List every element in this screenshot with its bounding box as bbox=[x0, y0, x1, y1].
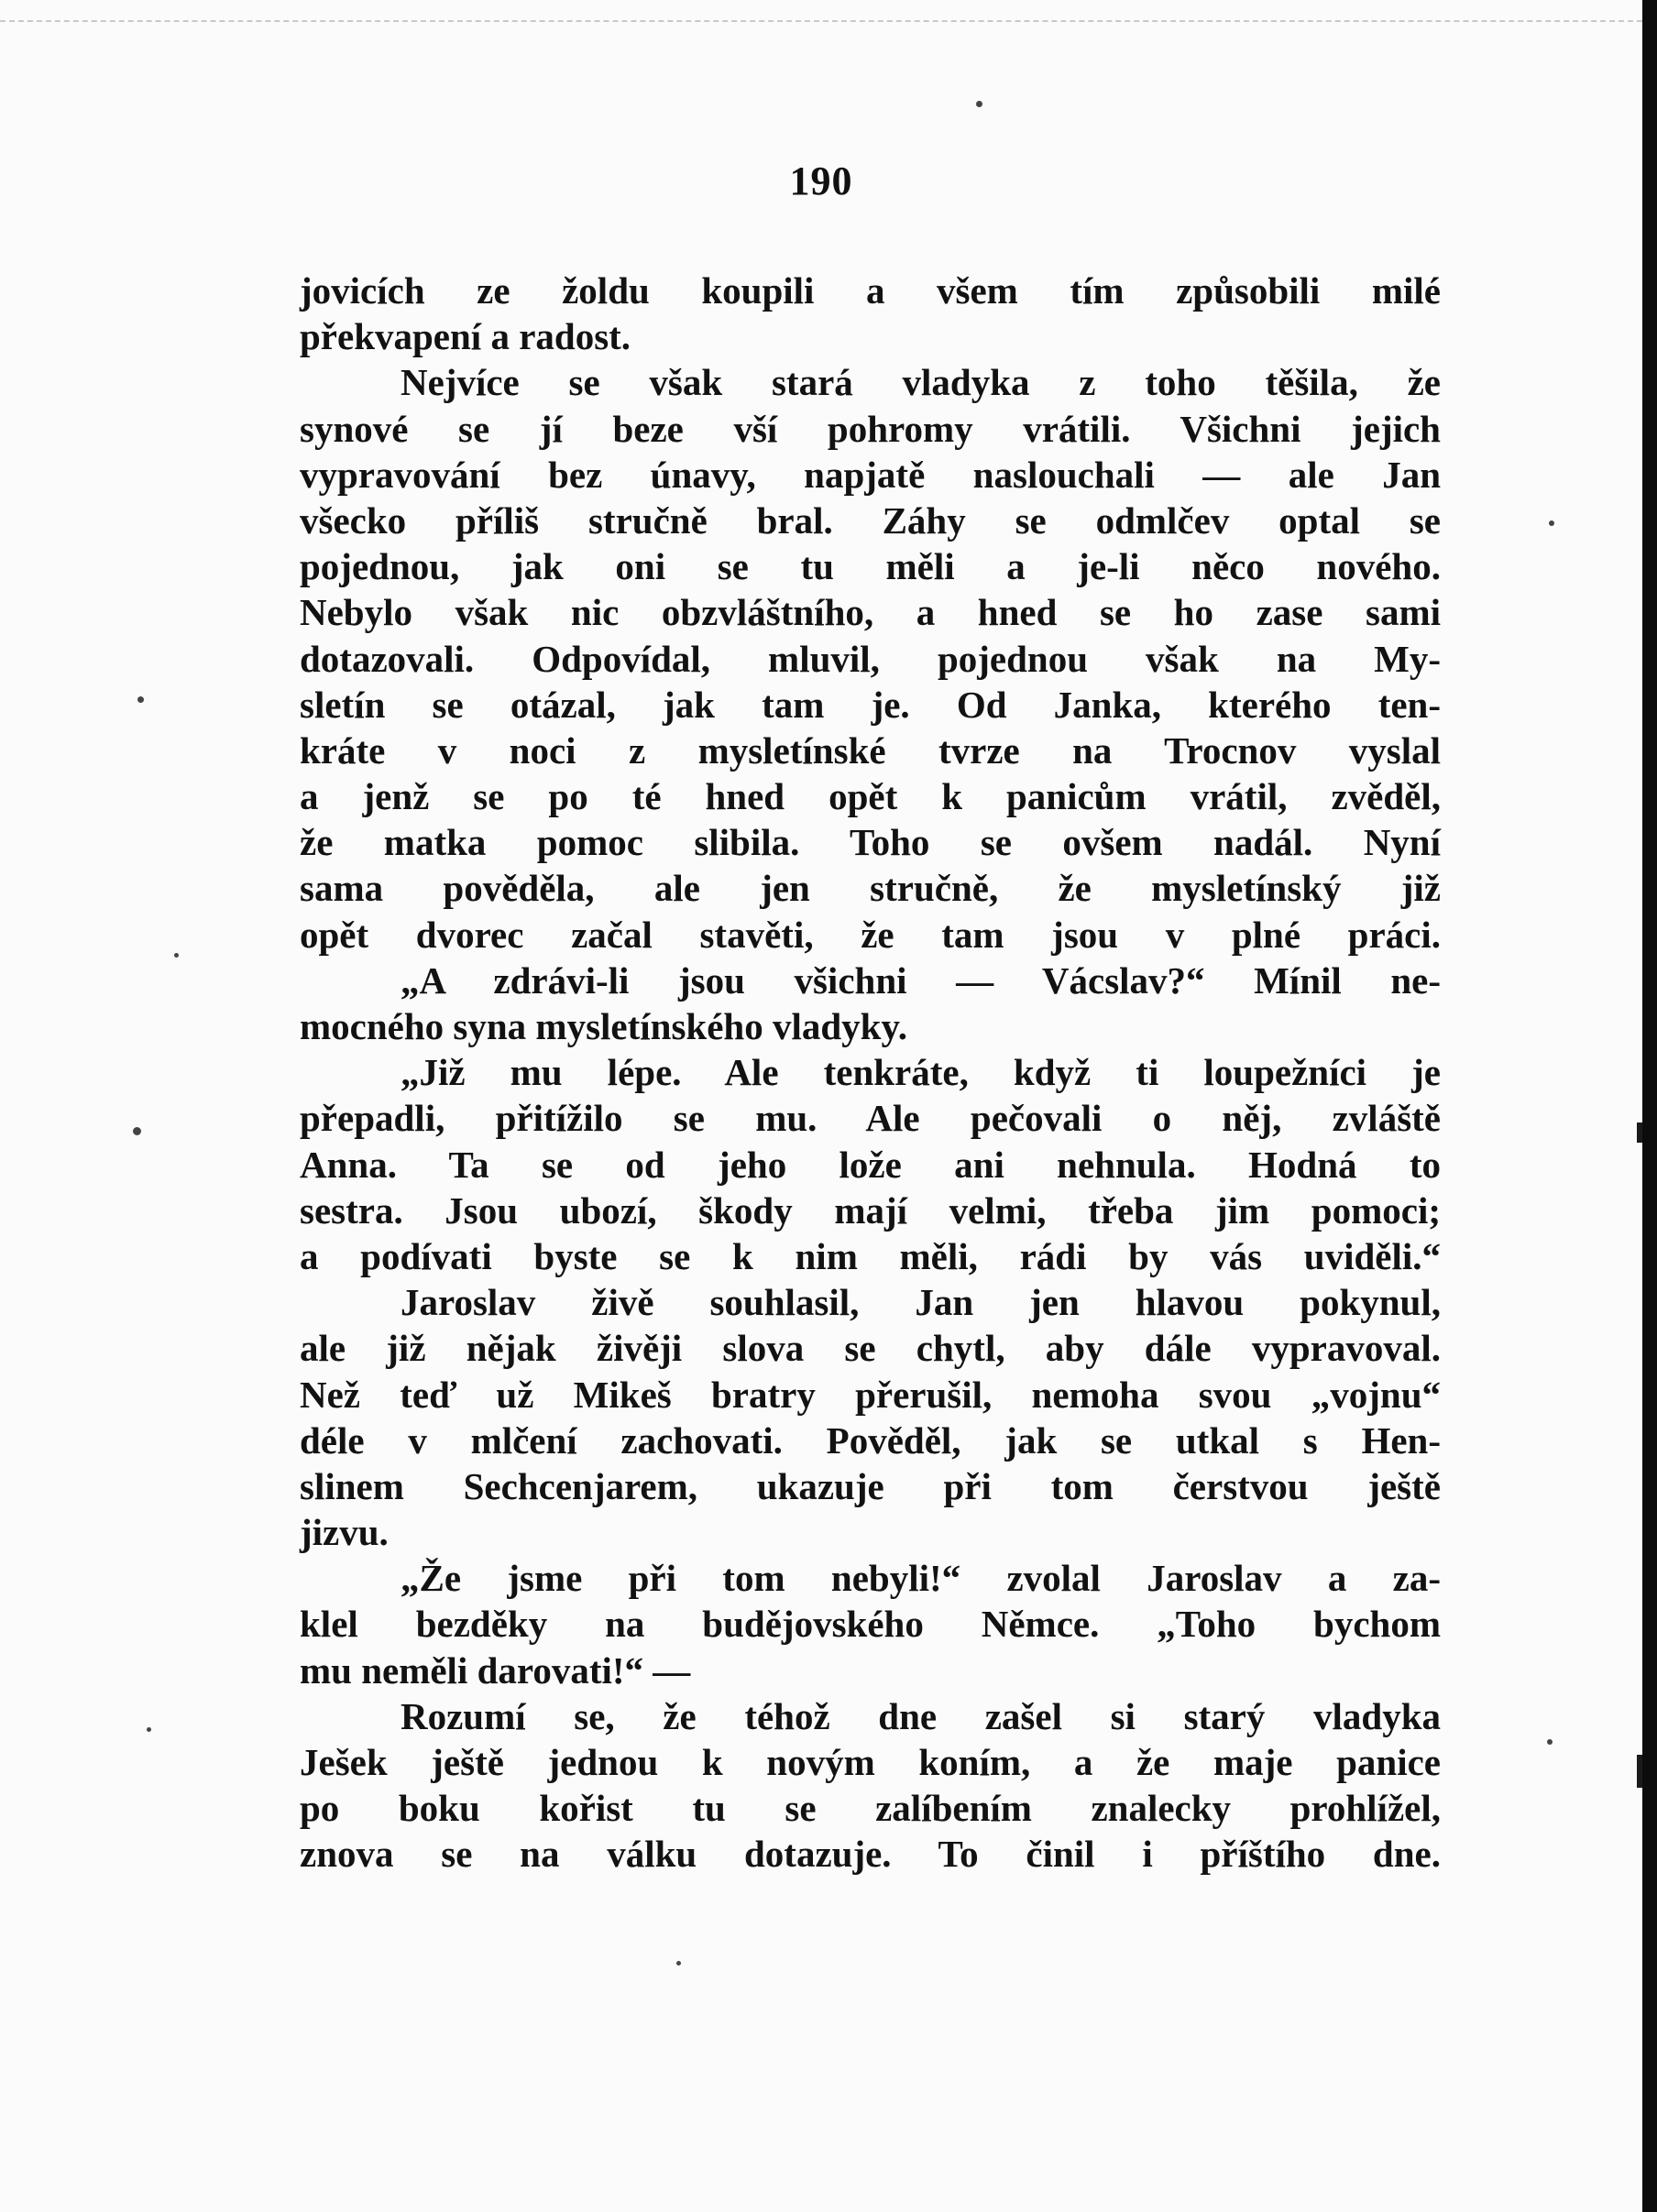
paragraph bbox=[300, 359, 1441, 957]
paragraph bbox=[300, 1049, 1441, 1279]
text-line: Nejvíce se však stará vladyka z toho těšila, že bbox=[401, 361, 1441, 404]
text-line: opět dvorec začal stavěti, že tam jsou v plné práci. bbox=[300, 913, 1441, 956]
scan-speck bbox=[137, 696, 144, 703]
paragraph bbox=[300, 268, 1441, 359]
text-line: sestra. Jsou ubozí, škody mají velmi, třeba jim pomoci; bbox=[300, 1188, 1441, 1232]
text-line: „Že jsme při tom nebyli!“ zvolal Jaroslav a za- bbox=[401, 1557, 1441, 1600]
text-line: sama pověděla, ale jen stručně, že mysletínský již bbox=[300, 867, 1441, 910]
scan-edge-mark bbox=[1637, 1755, 1642, 1788]
text-line: mocného syna mysletínského vladyky. bbox=[300, 1005, 907, 1047]
text-line: „Již mu lépe. Ale tenkráte, když ti loupežníci je bbox=[401, 1051, 1441, 1094]
text-line: klel bezděky na budějovského Němce. „Toho bychom bbox=[300, 1603, 1441, 1646]
text-line: Ješek ještě jednou k novým koním, a že maje panice bbox=[300, 1741, 1441, 1783]
text-line: synové se jí beze vší pohromy vrátili. Všichni jejich bbox=[300, 407, 1441, 450]
paragraph bbox=[300, 1279, 1441, 1555]
text-line: Rozumí se, že téhož dne zašel si starý vladyka bbox=[401, 1694, 1441, 1737]
scan-speck bbox=[174, 953, 179, 958]
text-line: po boku kořist tu se zalíbením znalecky prohlížel, bbox=[300, 1787, 1441, 1830]
scan-speck bbox=[133, 1127, 141, 1135]
text-line: mu neměli darovati!“ — bbox=[300, 1648, 691, 1692]
scan-speck bbox=[1549, 520, 1554, 526]
text-line: Jaroslav živě souhlasil, Jan jen hlavou pokynul, bbox=[401, 1281, 1441, 1324]
text-line: slinem Sechcenjarem, ukazuje při tom čerstvou ještě bbox=[300, 1464, 1441, 1507]
text-line: Nebylo však nic obzvláštního, a hned se ho zase sami bbox=[300, 591, 1441, 634]
text-line: a podívati byste se k nim měli, rádi by vás uviděli.“ bbox=[300, 1234, 1441, 1277]
text-line: dotazovali. Odpovídal, mluvil, pojednou však na My- bbox=[300, 637, 1441, 680]
text-line: přepadli, přitížilo se mu. Ale pečovali o něj, zvláště bbox=[300, 1097, 1441, 1140]
text-line: a jenž se po té hned opět k panicům vrátil, zvěděl, bbox=[300, 775, 1441, 818]
text-line: všecko příliš stručně bral. Záhy se odmlčev optal se bbox=[300, 498, 1441, 542]
text-line: ale již nějak živěji slova se chytl, aby dále vypravoval. bbox=[300, 1327, 1441, 1370]
body-text bbox=[300, 268, 1441, 1878]
scan-speck bbox=[976, 101, 982, 107]
text-line: překvapení a radost. bbox=[300, 315, 631, 358]
text-line: kráte v noci z mysletínské tvrze na Trocnov vyslal bbox=[300, 728, 1441, 772]
text-line: „A zdrávi-li jsou všichni — Vácslav?“ Mínil ne- bbox=[401, 958, 1441, 1002]
text-line: pojednou, jak oni se tu měli a je-li něco nového. bbox=[300, 545, 1441, 588]
paragraph bbox=[300, 1555, 1441, 1693]
scan-speck bbox=[1547, 1739, 1553, 1745]
text-line: že matka pomoc slibila. Toho se ovšem nadál. Nyní bbox=[300, 821, 1441, 864]
scan-edge-mark bbox=[1637, 1122, 1642, 1143]
text-line: vypravování bez únavy, napjatě naslouchali — ale Jan bbox=[300, 453, 1441, 496]
scan-speck bbox=[147, 1727, 151, 1732]
scan-speck bbox=[676, 1961, 681, 1966]
text-line: sletín se otázal, jak tam je. Od Janka, kterého ten- bbox=[300, 683, 1441, 726]
paragraph bbox=[300, 1693, 1441, 1878]
page-number: 190 bbox=[789, 159, 853, 203]
text-line: jovicích ze žoldu koupili a všem tím způsobili milé bbox=[300, 269, 1441, 312]
text-line: Než teď už Mikeš bratry přerušil, nemoha svou „vojnu“ bbox=[300, 1373, 1441, 1416]
paragraph bbox=[300, 958, 1441, 1049]
top-edge-rule bbox=[0, 20, 1642, 22]
text-line: jizvu. bbox=[300, 1511, 389, 1554]
text-line: Anna. Ta se od jeho lože ani nehnula. Hodná to bbox=[300, 1143, 1441, 1186]
text-line: déle v mlčení zachovati. Pověděl, jak se utkal s Hen- bbox=[300, 1418, 1441, 1462]
text-line: znova se na válku dotazuje. To činil i příštího dne. bbox=[300, 1833, 1441, 1876]
